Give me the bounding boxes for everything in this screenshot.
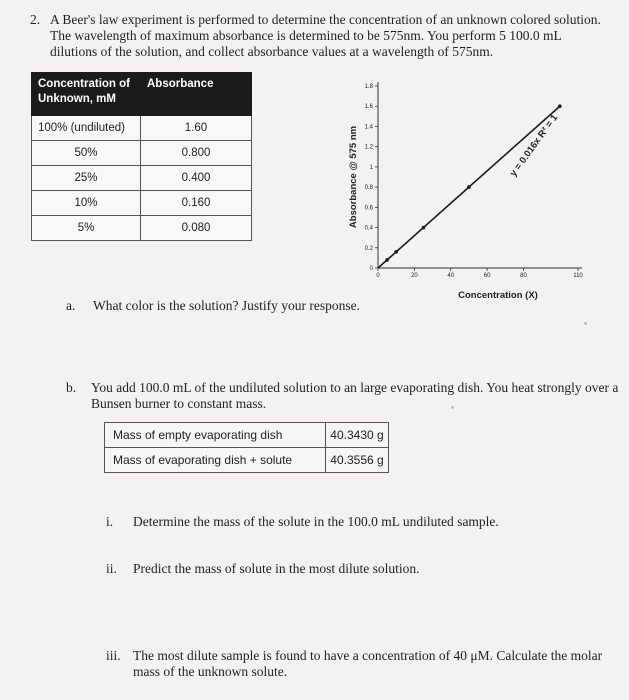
scan-speck [584, 322, 587, 325]
part-b-text: You add 100.0 mL of the undiluted solution to an large evaporating dish. You heat strongly over a Bunsen burner to constant mass. [91, 380, 619, 411]
part-iii-label: iii. [106, 648, 121, 663]
concentration-cell: 100% (undiluted) [32, 116, 141, 141]
concentration-cell: 50% [32, 141, 141, 166]
y-axis-title: Absorbance @ 575 nm [348, 125, 359, 229]
part-ii-label: ii. [106, 561, 117, 576]
concentration-cell: 25% [32, 166, 141, 191]
y-tick-label: 1.6 [364, 104, 373, 111]
data-point [385, 258, 389, 262]
y-tick-label: 0 [369, 266, 373, 272]
x-tick-label: 60 [483, 273, 491, 279]
table-header-row [32, 73, 252, 116]
header-concentration: Concentration of Unknown, mM [32, 73, 141, 116]
x-axis-title: Concentration (X) [458, 290, 538, 301]
absorbance-cell: 0.400 [141, 166, 252, 191]
concentration-cell: 10% [32, 191, 141, 216]
y-tick-label: 0.2 [364, 245, 373, 252]
y-tick-label: 0.4 [364, 225, 373, 232]
y-tick-label: 1.4 [364, 124, 373, 131]
y-tick-label: 0.6 [364, 205, 373, 212]
part-iii-text: The most dilute sample is found to have a concentration of 40 μM. Calculate the molar mass of the unknown solute. [133, 648, 603, 679]
table-row [105, 423, 389, 448]
mass-value-cell: 40.3430 g [326, 423, 389, 448]
mass-value-cell: 40.3556 g [326, 448, 389, 473]
absorbance-cell: 0.160 [141, 191, 252, 216]
concentration-cell: 5% [32, 216, 141, 241]
mass-table [104, 422, 389, 473]
x-tick-label: 80 [520, 273, 527, 279]
data-point [467, 185, 471, 189]
part-ii-text: Predict the mass of solute in the most dilute solution. [133, 561, 420, 576]
table-row [105, 448, 389, 473]
mass-label-cell: Mass of empty evaporating dish [105, 423, 326, 448]
table-row [32, 191, 252, 216]
header-absorbance: Absorbance [141, 73, 252, 116]
x-tick-label: 40 [447, 273, 455, 279]
part-a-text: What color is the solution? Justify your response. [93, 298, 360, 313]
x-tick-label: 0 [376, 273, 380, 279]
y-tick-label: 1.2 [364, 144, 373, 151]
part-i-label: i. [106, 514, 114, 529]
x-tick-label: 110 [573, 273, 583, 279]
part-a-label: a. [66, 298, 76, 313]
data-point [558, 104, 562, 108]
absorbance-cell: 0.800 [141, 141, 252, 166]
table-row [32, 166, 252, 191]
question-text: A Beer's law experiment is performed to determine the concentration of an unknown colored solution. The wavelength of maximum absorbance is determined to be 575nm. You perform 5 100.0 mL dilutions of the solution, and collect absorbance values at a wavelength of 575nm. [50, 12, 601, 59]
part-i-text: Determine the mass of the solute in the 100.0 mL undiluted sample. [133, 514, 499, 529]
absorbance-cell: 0.080 [141, 216, 252, 241]
trendline-equation: y = 0.016x R² = 1 [507, 112, 561, 179]
y-tick-label: 1.8 [364, 84, 373, 90]
table-row [32, 216, 252, 241]
absorbance-cell: 1.60 [141, 116, 252, 141]
table-row [32, 141, 252, 166]
y-tick-label: 0.8 [364, 185, 373, 192]
mass-label-cell: Mass of evaporating dish + solute [105, 448, 326, 473]
x-tick-label: 20 [411, 273, 418, 279]
data-point [422, 226, 426, 230]
concentration-absorbance-table [31, 72, 252, 241]
table-row [32, 116, 252, 141]
data-point [394, 250, 398, 254]
y-tick-label: 1 [369, 164, 373, 171]
part-b-label: b. [66, 380, 77, 395]
beers-law-chart [340, 78, 590, 308]
question-number: 2. [30, 12, 41, 27]
